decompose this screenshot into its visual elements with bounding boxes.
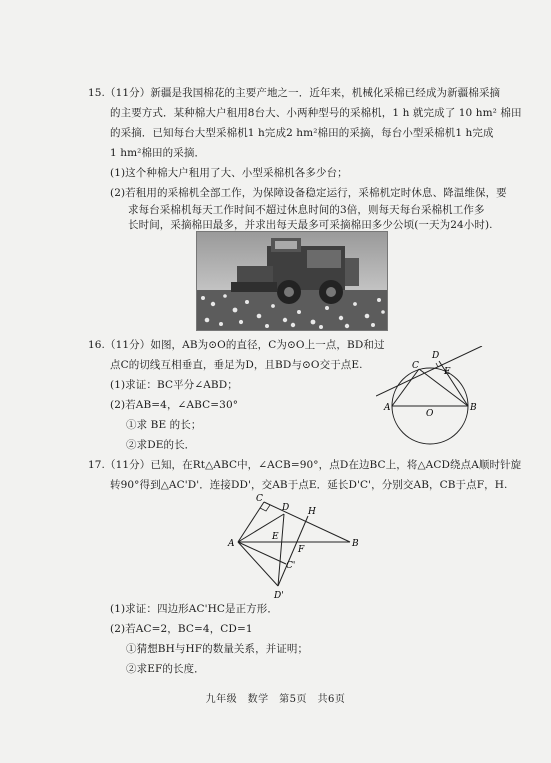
q17-line-1: 17.（11分）已知，在Rt△ABC中，∠ACB=90°，点D在边BC上，将△ACD绕点A顺时针旋: [88, 459, 522, 471]
cotton-picker-photo: [196, 231, 388, 331]
label-b: B: [470, 403, 477, 413]
label-b: B: [352, 539, 359, 549]
page-footer: 九年级 数学 第5页 共6页: [205, 694, 346, 705]
q16-part-2: (2)若AB=4，∠ABC=30°: [110, 399, 239, 411]
q17-part-1: (1)求证：四边形AC'HC是正方形．: [110, 603, 278, 615]
label-a: A: [384, 403, 391, 413]
q17-sub-1: ①猜想BH与HF的数量关系，并证明；: [126, 643, 309, 655]
label-f: F: [298, 545, 305, 555]
q17-line-2: 转90°得到△AC'D'．连接DD'，交AB于点E．延长D'C'，分别交AB，CB于点F，H.: [110, 479, 508, 491]
q16-circle-figure: [376, 346, 486, 446]
label-e: E: [444, 367, 451, 377]
q15-part-1: (1)这个种棉大户租用了大、小型采棉机各多少台；: [110, 167, 348, 179]
label-c-prime: C': [286, 561, 296, 571]
q15-line-4: 1 hm²棉田的采摘．: [110, 147, 206, 159]
label-o: O: [426, 409, 434, 419]
label-d: D: [282, 503, 290, 513]
q15-line-3: 的采摘．已知每台大型采棉机1 h完成2 hm²棉田的采摘，每台小型采棉机1 h完成: [110, 127, 494, 139]
segment-ac1: [238, 542, 286, 564]
segment-ad1: [238, 542, 278, 586]
q16-part-1: (1)求证：BC平分∠ABD；: [110, 379, 238, 391]
label-h: H: [308, 507, 316, 517]
cotton-picker-illustration: [197, 232, 387, 330]
label-c: C: [412, 361, 419, 371]
q15-line-1: 15.（11分）新疆是我国棉花的主要产地之一．近年来，机械化采棉已经成为新疆棉采摘: [88, 87, 501, 99]
segment-ac: [392, 369, 419, 406]
q17-part-2: (2)若AC=2，BC=4，CD=1: [110, 623, 253, 635]
q16-line-2: 点C的切线互相垂直，垂足为D，且BD与⊙O交于点E.: [110, 359, 363, 371]
q15-part-2-line-3: 长时间，采摘棉田最多，并求出每天最多可采摘棉田多少公顷(一天为24小时).: [128, 219, 493, 231]
q16-line-1: 16.（11分）如图，AB为⊙O的直径，C为⊙O上一点，BD和过: [88, 339, 385, 351]
q17-sub-2: ②求EF的长度．: [126, 663, 205, 675]
label-a: A: [228, 539, 235, 549]
label-d: D: [432, 351, 440, 361]
q15-part-2-line-2: 求每台采棉机每天工作时间不超过休息时间的3倍，则每天每台采棉机工作多: [128, 204, 485, 216]
label-d-prime: D': [274, 591, 284, 601]
q15-line-2: 的主要方式．某种棉大户租用8台大、小两种型号的采棉机，1 h 就完成了 10 hm² 棉田: [110, 107, 522, 119]
q17-triangle-figure: [226, 494, 370, 602]
label-e: E: [272, 532, 279, 542]
label-c: C: [256, 494, 263, 504]
q16-sub-2: ②求DE的长．: [126, 439, 196, 451]
tangent-line: [376, 346, 482, 396]
q15-part-2-line-1: (2)若租用的采棉机全部工作，为保障设备稳定运行，采棉机定时休息、降温维保，要: [110, 187, 507, 199]
q16-sub-1: ①求 BE 的长；: [126, 419, 202, 431]
